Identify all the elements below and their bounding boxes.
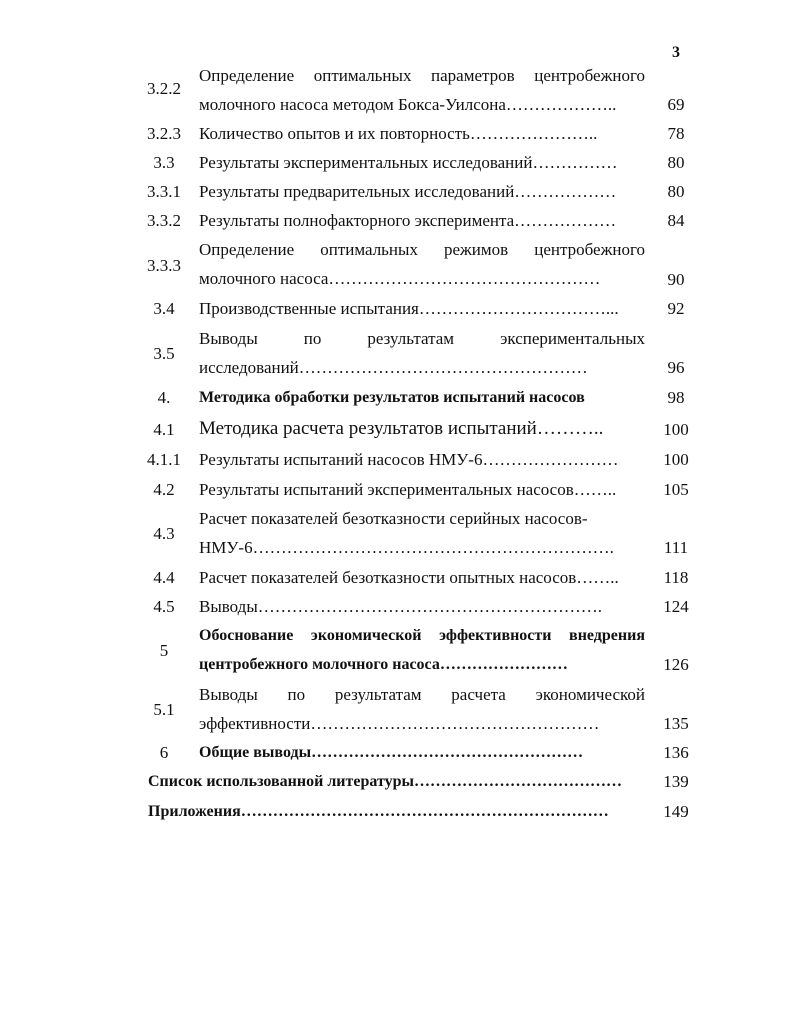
toc-entry-title-line: центробежного молочного насоса…………………… — [199, 656, 568, 673]
toc-entry-title-line: Результаты предварительных исследований……………… — [199, 182, 617, 201]
toc-entry-page: 90 — [667, 270, 685, 289]
toc-entry-title — [148, 772, 645, 801]
toc-entry-number: 4.2 — [153, 480, 175, 499]
toc-entry-number: 3.2.3 — [147, 124, 181, 143]
toc-entry-title-line: Приложения…………………………………………………………… — [148, 803, 609, 820]
toc-entry-title-line: исследований…………………………………………… — [199, 358, 588, 377]
toc-entry-title-line: Обоснование экономической эффективности внедрения — [199, 627, 645, 644]
toc-entry-page: 100 — [663, 420, 689, 439]
toc-entry-page: 100 — [663, 450, 689, 469]
toc-entry-title-line: Определение оптимальных режимов центробежного — [199, 240, 645, 259]
toc-entry-title — [199, 182, 645, 211]
toc-entry-title — [199, 299, 645, 328]
toc-entry-title — [199, 509, 645, 567]
toc-entry-number: 3.2.2 — [147, 79, 181, 98]
toc-entry-title-line: Расчет показателей безотказности опытных насосов…….. — [199, 568, 619, 587]
toc-entry-title-line: Выводы по результатам расчета экономической — [199, 685, 645, 704]
toc-entry-title-line: Методика обработки результатов испытаний насосов — [199, 389, 585, 406]
toc-entry-title — [199, 419, 645, 448]
toc-entry-title-line: Расчет показателей безотказности серийных насосов- — [199, 509, 588, 528]
toc-entry-page: 78 — [667, 124, 685, 143]
toc-entry-title-line: Результаты экспериментальных исследований…………… — [199, 153, 618, 172]
page-number: 3 — [672, 44, 680, 61]
toc-entry-page: 96 — [667, 358, 685, 377]
toc-entry-title — [199, 240, 645, 298]
toc-entry-title — [199, 124, 645, 153]
toc-entry-title — [148, 802, 645, 831]
toc-entry-title — [199, 597, 645, 626]
toc-entry-page: 80 — [667, 153, 685, 172]
toc-entry-number: 3.5 — [153, 344, 175, 363]
toc-entry-number: 3.3.3 — [147, 256, 181, 275]
toc-entry-title-line: Результаты испытаний экспериментальных насосов…….. — [199, 480, 617, 499]
toc-entry-page: 139 — [663, 772, 689, 791]
toc-entry-title — [199, 743, 645, 772]
toc-entry-number: 5 — [159, 641, 169, 660]
toc-entry-page: 126 — [663, 655, 689, 674]
toc-entry-number: 4.4 — [153, 568, 175, 587]
toc-entry-page: 92 — [667, 299, 685, 318]
toc-entry-number: 5.1 — [153, 700, 175, 719]
toc-entry-title-line: Выводы по результатам экспериментальных — [199, 329, 645, 348]
toc-entry-title-line: эффективности…………………………………………… — [199, 714, 600, 733]
toc-entry-number: 4.5 — [153, 597, 175, 616]
toc-entry-page: 84 — [667, 211, 685, 230]
toc-entry-number: 3.3.1 — [147, 182, 181, 201]
toc-entry-number: 3.3.2 — [147, 211, 181, 230]
toc-entry-title-line: Определение оптимальных параметров центробежного — [199, 66, 645, 85]
toc-entry-page: 124 — [663, 597, 689, 616]
toc-entry-number: 4.1.1 — [147, 450, 181, 469]
toc-entry-number: 4.3 — [153, 524, 175, 543]
toc-entry-title — [199, 685, 645, 743]
toc-entry-number: 3.3 — [153, 153, 175, 172]
toc-entry-title — [199, 626, 645, 684]
toc-entry-title-line: Количество опытов и их повторность………………….. — [199, 124, 598, 143]
toc-entry-title — [199, 568, 645, 597]
toc-entry-title-line: Результаты испытаний насосов НМУ-6…………………… — [199, 450, 619, 469]
toc-entry-number: 3.4 — [153, 299, 175, 318]
toc-entry-number: 4. — [157, 388, 171, 407]
toc-entry-title — [199, 153, 645, 182]
toc-entry-title-line: Результаты полнофакторного эксперимента……………… — [199, 211, 617, 230]
toc-entry-page: 136 — [663, 743, 689, 762]
toc-entry-number: 4.1 — [153, 420, 175, 439]
toc-entry-title-line: Выводы……………………………………………………. — [199, 597, 603, 616]
toc-entry-page: 135 — [663, 714, 689, 733]
toc-entry-title — [199, 329, 645, 387]
toc-entry-page: 111 — [663, 538, 689, 557]
toc-entry-title-line: НМУ-6………………………………………………………. — [199, 538, 614, 557]
toc-entry-title — [199, 66, 645, 124]
toc-entry-title — [199, 480, 645, 509]
toc-entry-page: 118 — [663, 568, 689, 587]
toc-entry-title-line: Методика расчета результатов испытаний……….. — [199, 419, 604, 439]
toc-entry-title-line: молочного насоса методом Бокса-Уилсона……………….. — [199, 95, 617, 114]
toc-entry-page: 149 — [663, 802, 689, 821]
toc-entry-title-line: Общие выводы…………………………………………… — [199, 744, 584, 761]
toc-entry-title-line: Производственные испытания……………………………... — [199, 299, 619, 318]
toc-entry-title-line: молочного насоса………………………………………… — [199, 269, 601, 288]
toc-entry-page: 98 — [667, 388, 685, 407]
toc-entry-page: 69 — [667, 95, 685, 114]
toc-entry-number: 6 — [159, 743, 169, 762]
toc-entry-page: 80 — [667, 182, 685, 201]
toc-entry-title — [199, 211, 645, 240]
toc-entry-title — [199, 450, 645, 479]
toc-entry-title-line: Список использованной литературы………………………………… — [148, 773, 622, 790]
toc-entry-page: 105 — [663, 480, 689, 499]
toc-entry-title — [199, 388, 645, 417]
